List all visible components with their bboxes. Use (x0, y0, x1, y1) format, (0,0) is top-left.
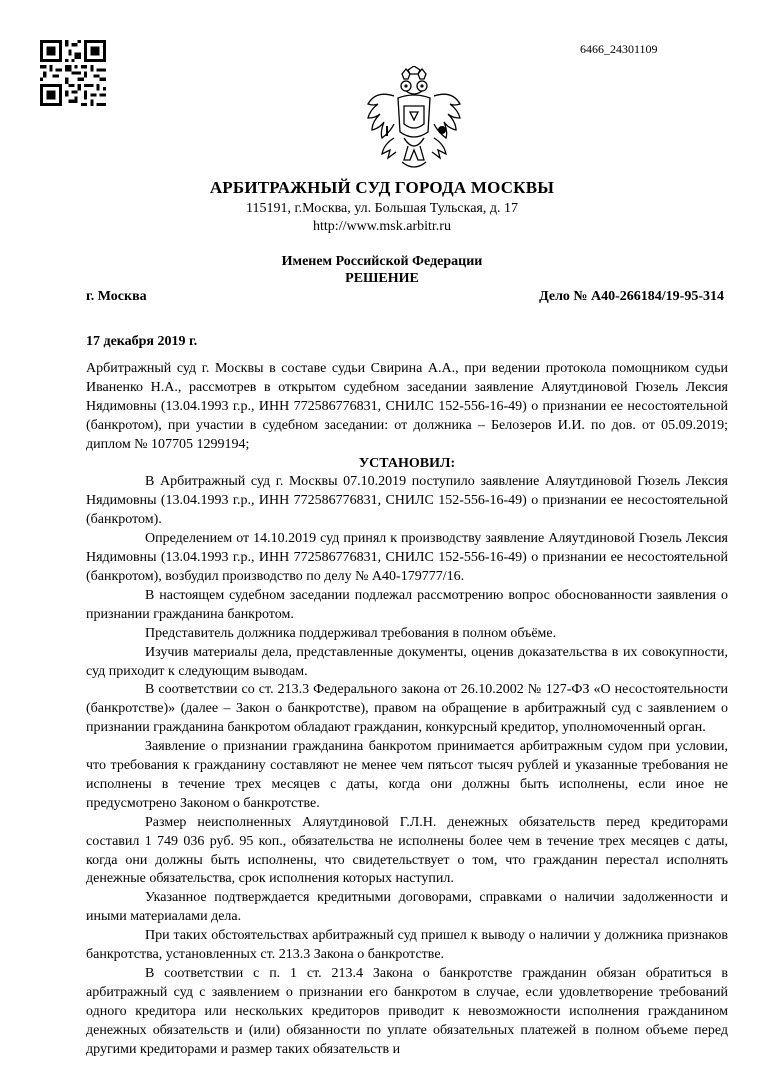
decision-title: РЕШЕНИЕ (345, 271, 419, 286)
section-heading: УСТАНОВИЛ: (358, 455, 456, 471)
body-paragraph: При таких обстоятельствах арбитражный суд пришел к выводу о наличии у должника признаков банкротства, установленных ст. 213.3 Закона о банкротстве. (86, 928, 728, 963)
document-body (86, 360, 728, 1060)
body-paragraph: Заявление о признании гражданина банкротом принимается арбитражным судом при условии, что требования к гражданину составляют не менее чем пятьсот тысяч рублей и указанные требования не исполнены в течение трех месяцев с даты, когда они должны быть исполнены, если иное не предусмотрено Законом о банкротстве. (86, 739, 728, 811)
intro-paragraph: Арбитражный суд г. Москвы в составе судьи Свирина А.А., при ведении протокола помощником судьи Иваненко Н.А., рассмотрев в открытом судебном заседании заявление Аляутдиновой Гюзель Лексия Нядимовны (13.04.1993 г.р., ИНН 772586776831, СНИЛС 152-556-16-49) о признании ее несостоятельной (банкротом), при участии в судебном заседании: от должника – Белозеров И.И. по дов. от 05.09.2019; диплом № 107705 1299194; (86, 361, 728, 452)
body-paragraph: Представитель должника поддерживал требования в полном объёме. (145, 625, 557, 641)
decision-date: 17 декабря 2019 г. (86, 334, 198, 349)
city: г. Москва (86, 289, 147, 304)
body-paragraph: В Арбитражный суд г. Москвы 07.10.2019 поступило заявление Аляутдиновой Гюзель Лексия Нядимовны (13.04.1993 г.р., ИНН 772586776831, СНИЛС 152-556-16-49) о признании ее несостоятельной (банкротом). (86, 474, 728, 528)
qr-code-icon (40, 40, 106, 106)
court-address: 115191, г.Москва, ул. Большая Тульская, д. 17 (246, 201, 518, 216)
document-id: 6466_24301109 (580, 42, 658, 56)
body-paragraph: Изучив материалы дела, представленные документы, оценив доказательства в их совокупности, суд приходит к следующим выводам. (86, 644, 728, 679)
body-paragraph: В соответствии со ст. 213.3 Федерального закона от 26.10.2002 № 127-ФЗ «О несостоятельности (банкротстве)» (далее – Закон о банкротстве), правом на обращение в арбитражный суд с заявлением о признании гражданина банкротом обладают гражданин, конкурсный кредитор, уполномоченный орган. (86, 682, 728, 736)
court-name: АРБИТРАЖНЫЙ СУД ГОРОДА МОСКВЫ (209, 178, 555, 197)
coat-of-arms-icon (364, 66, 464, 174)
body-paragraph: В соответствии с п. 1 ст. 213.4 Закона о банкротстве гражданин обязан обратиться в арбитражный суд с заявлением о признании его банкротом в случае, если удовлетворение требований одного кредитора или нескольких кредиторов приводит к невозможности исполнения гражданином денежных обязательств и (или) обязанности по уплате обязательных платежей в полном объеме перед другими кредиторами и размер таких обязательств и (86, 966, 728, 1057)
body-paragraph: Размер неисполненных Аляутдиновой Г.Л.Н. денежных обязательств перед кредиторами составил 1 749 036 руб. 95 коп., обязательства не исполнены более чем в течение трех месяцев с даты, когда они должны быть исполнены, что свидетельствует о том, что гражданин перестал исполнять денежные обязательства, срок исполнения которых наступил. (86, 814, 728, 887)
body-paragraph: Указанное подтверждается кредитными договорами, справками о наличии задолженности и иными материалами дела. (86, 890, 728, 925)
case-number: Дело № А40-266184/19-95-314 (539, 289, 724, 304)
court-website: http://www.msk.arbitr.ru (313, 219, 451, 234)
in-the-name-line: Именем Российской Федерации (281, 254, 483, 269)
body-paragraph: Определением от 14.10.2019 суд принял к производству заявление Аляутдиновой Гюзель Лексия Нядимовны (13.04.1993 г.р., ИНН 772586776831, СНИЛС 152-556-16-49) о признании ее несостоятельной (банкротом), возбудил производство по делу № А40-179777/16. (86, 531, 728, 584)
body-paragraph: В настоящем судебном заседании подлежал рассмотрению вопрос обоснованности заявления о признании гражданина банкротом. (86, 587, 728, 622)
